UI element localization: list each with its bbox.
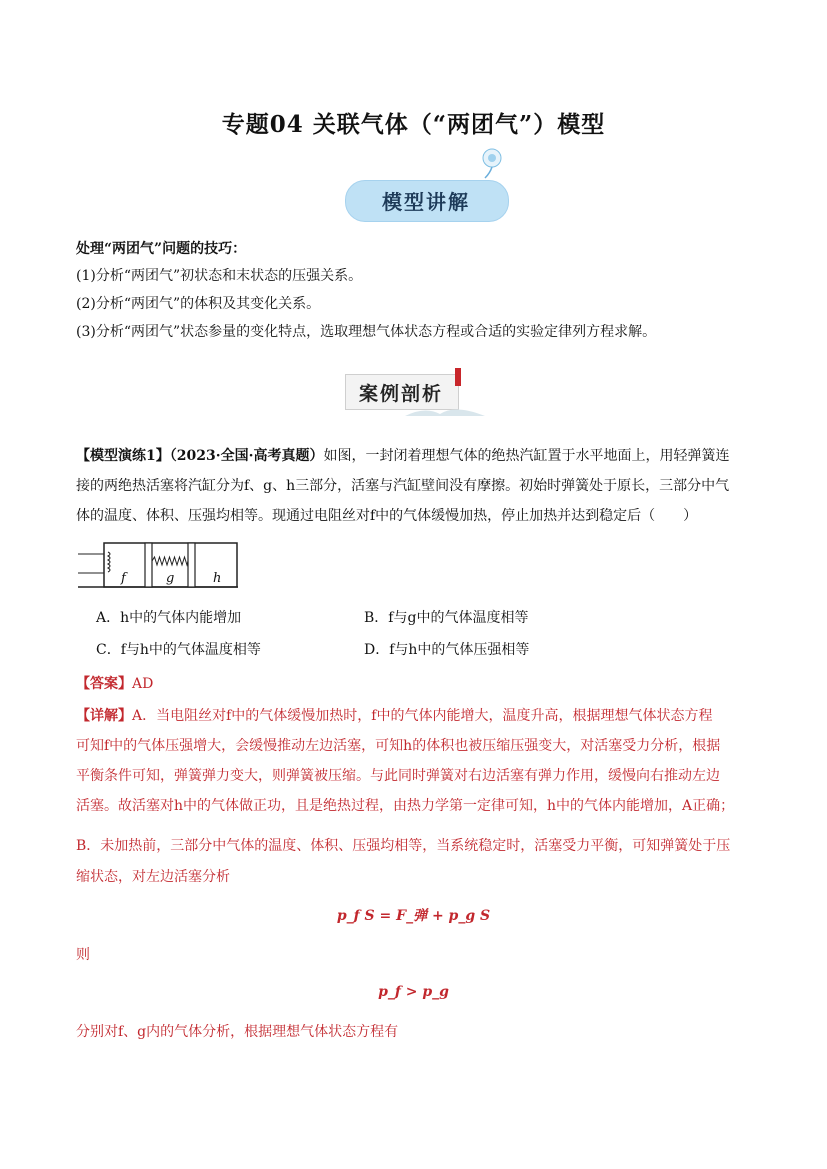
mountain-icon: [405, 404, 485, 418]
banner-label: 模型讲解: [382, 190, 470, 214]
question-line-3: 体的温度、体积、压强均相等。现通过电阻丝对f中的气体缓慢加热，停止加热并达到稳定后（ ）: [76, 508, 698, 524]
option-d: D．f与h中的气体压强相等: [364, 642, 530, 658]
explanation-line-4: 活塞。故活塞对h中的气体做正功，且是绝热过程，由热力学第一定律可知，h中的气体内能增加，A正确；: [76, 798, 735, 814]
question-line-1: [76, 443, 776, 469]
section-banner-case-study: [345, 368, 485, 418]
explanation-last: 分别对f、g内的气体分析，根据理想气体状态方程有: [76, 1024, 399, 1040]
explanation-line-5: B．未加热前，三部分中气体的温度、体积、压强均相等，当系统稳定时，活塞受力平衡，可知弹簧处于压: [76, 838, 731, 854]
flower-icon: [477, 146, 507, 180]
question-tag: 【模型演练1】（2023·全国·高考真题）: [76, 448, 324, 464]
explanation-line-2: 可知f中的气体压强增大，会缓慢推动左边活塞，可知h的体积也被压缩压强变大，对活塞受力分析，根据: [76, 738, 721, 754]
formula-2: p_f > p_g: [378, 984, 449, 1000]
tips-heading: 处理“两团气”问题的技巧：: [76, 241, 247, 257]
question-line-2: 接的两绝热活塞将汽缸分为f、g、h三部分，活塞与汽缸壁间没有摩擦。初始时弹簧处于原长，三部分中气: [76, 478, 730, 494]
question-text: 如图，一封闭着理想气体的绝热汽缸置于水平地面上，用轻弹簧连: [323, 448, 730, 464]
explanation-line-1: 【详解】A．当电阻丝对f中的气体缓慢加热时，f中的气体内能增大，温度升高，根据理想气体状态方程: [76, 708, 713, 724]
option-c: C．f与h中的气体温度相等: [96, 642, 261, 658]
explanation-then: 则: [76, 947, 90, 963]
label-g: g: [166, 571, 175, 586]
option-b: B．f与g中的气体温度相等: [364, 610, 529, 626]
formula-1: p_f S = F_弹 + p_g S: [336, 908, 491, 924]
label-f: f: [121, 571, 126, 586]
banner-label: 案例剖析: [358, 383, 443, 405]
tip-item-2: (2)分析“两团气”的体积及其变化关系。: [76, 296, 321, 312]
explanation-line-3: 平衡条件可知，弹簧弹力变大，则弹簧被压缩。与此同时弹簧对右边活塞有弹力作用，缓慢向右推动左边: [76, 768, 720, 784]
explanation-line-6: 缩状态，对左边活塞分析: [76, 869, 230, 885]
section-banner-model-explain: [345, 174, 510, 224]
label-h: h: [213, 571, 222, 586]
cylinder-figure: [78, 540, 243, 595]
page-title: 专题04 关联气体（“两团气”）模型: [221, 111, 606, 138]
option-a: A．h中的气体内能增加: [96, 610, 242, 626]
answer: 【答案】AD: [76, 676, 154, 692]
tip-item-3: (3)分析“两团气”状态参量的变化特点，选取理想气体状态方程或合适的实验定律列方程求解。: [76, 324, 657, 340]
tip-item-1: (1)分析“两团气”初状态和末状态的压强关系。: [76, 268, 363, 284]
